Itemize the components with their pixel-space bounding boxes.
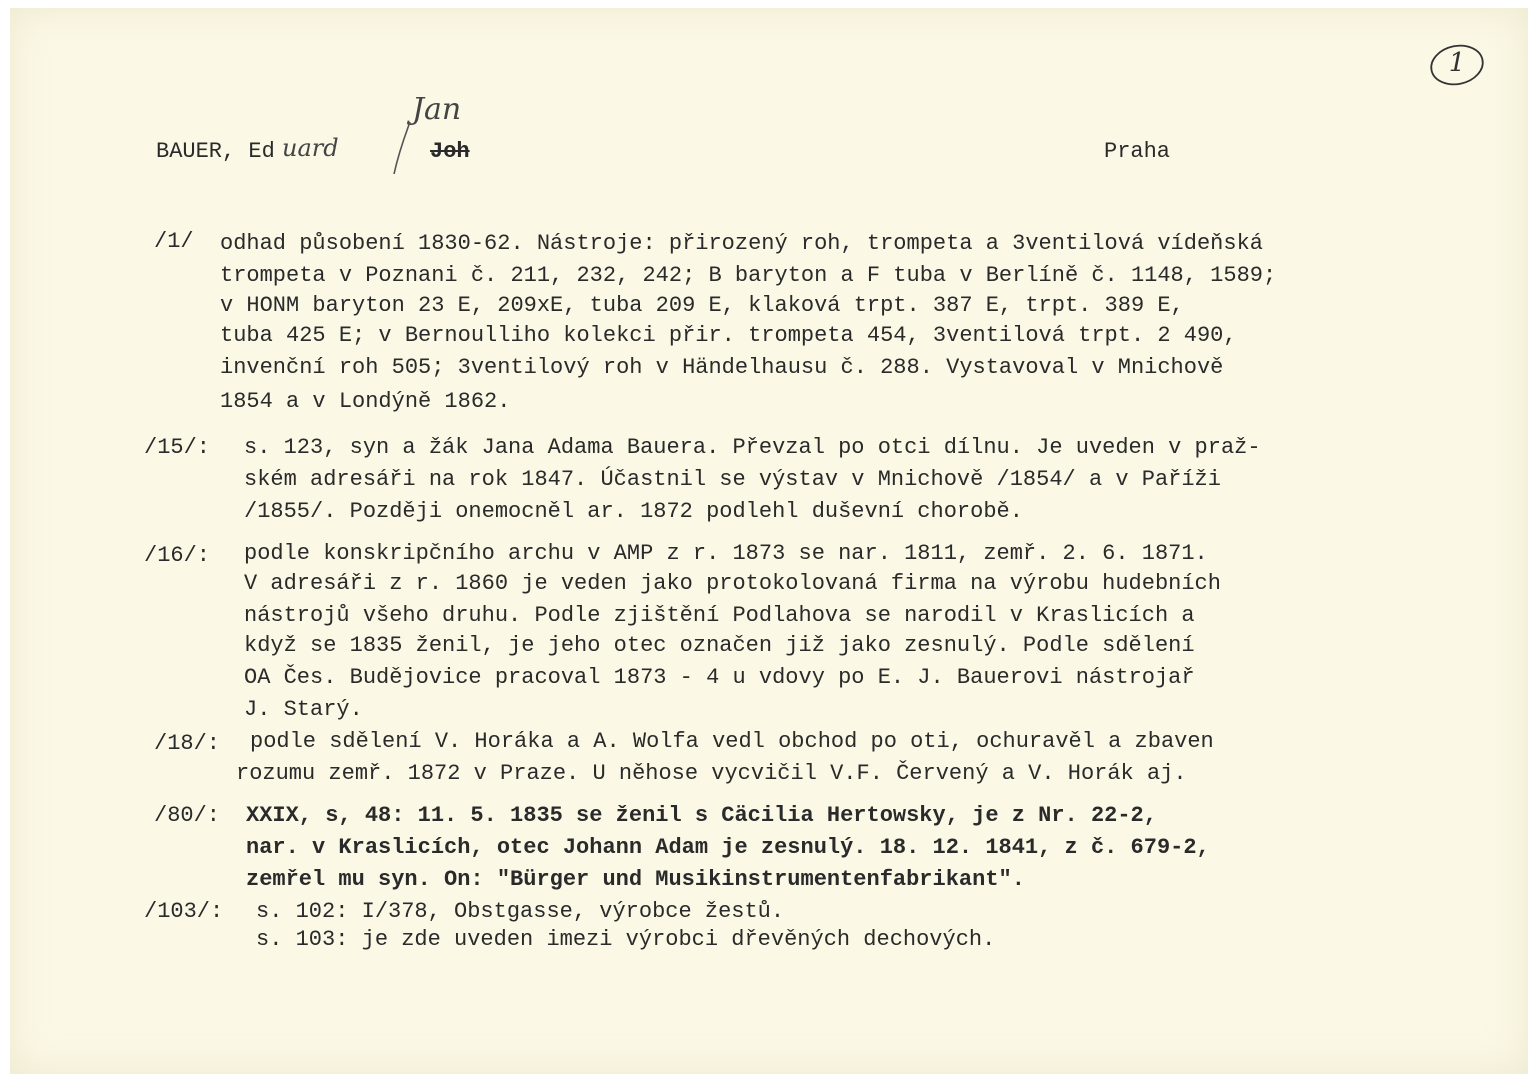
entry-line: podle sdělení V. Horáka a A. Wolfa vedl obchod po oti, ochuravěl a zbaven — [250, 729, 1214, 754]
entry-line: tuba 425 E; v Bernoulliho kolekci přir. trompeta 454, 3ventilová trpt. 2 490, — [220, 323, 1237, 348]
entry-tag: /15/: — [144, 435, 211, 460]
entry-tag: /103/: — [144, 899, 224, 924]
entry-line: nástrojů všeho druhu. Podle zjištění Podlahova se narodil v Kraslicích a — [244, 603, 1195, 628]
entry-line: trompeta v Poznani č. 211, 232, 242; B baryton a F tuba v Berlíně č. 1148, 1589; — [220, 263, 1277, 288]
entry-line: když se 1835 ženil, je jeho otec označen již jako zesnulý. Podle sdělení — [244, 633, 1195, 658]
entry-line: podle konskripčního archu v AMP z r. 1873 se nar. 1811, zemř. 2. 6. 1871. — [244, 541, 1208, 566]
handwritten-stroke — [388, 118, 418, 178]
card-number — [1428, 42, 1486, 88]
entry-line: XXIX, s, 48: 11. 5. 1835 se ženil s Cäcilia Hertowsky, je z Nr. 22-2, — [246, 803, 1157, 828]
entry-line: J. Starý. — [244, 697, 363, 722]
entry-tag: /18/: — [154, 731, 221, 756]
entry-line: zemřel mu syn. On: "Bürger und Musikinstrumentenfabrikant". — [246, 867, 1025, 892]
card-number-text: 1 — [1448, 48, 1466, 78]
name-typed: BAUER, Ed — [156, 139, 275, 164]
entry-line: V adresáři z r. 1860 je veden jako protokolovaná firma na výrobu hudebních — [244, 571, 1221, 596]
entry-line: s. 102: I/378, Obstgasse, výrobce žestů. — [256, 899, 785, 924]
entry-line: v HONM baryton 23 E, 209xE, tuba 209 E, klaková trpt. 387 E, trpt. 389 E, — [220, 293, 1184, 318]
entry-line: s. 123, syn a žák Jana Adama Bauera. Převzal po otci dílnu. Je uveden v praž- — [244, 435, 1261, 460]
place: Praha — [1104, 139, 1171, 164]
entry-line: ském adresáři na rok 1847. Účastnil se výstav v Mnichově /1854/ a v Paříži — [244, 467, 1221, 492]
entry-tag: /80/: — [154, 803, 221, 828]
entry-line: /1855/. Později onemocněl ar. 1872 podlehl duševní chorobě. — [244, 499, 1023, 524]
handwritten-first-name: Jan — [412, 92, 462, 127]
entry-line: odhad působení 1830-62. Nástroje: přirozený roh, trompeta a 3ventilová vídeňská — [220, 231, 1263, 256]
entry-line: s. 103: je zde uveden imezi výrobci dřevěných dechových. — [256, 927, 996, 952]
entry-tag: /1/ — [154, 229, 194, 254]
name-handwritten-suffix: uard — [282, 134, 339, 162]
entry-line: nar. v Kraslicích, otec Johann Adam je zesnulý. 18. 12. 1841, z č. 679-2, — [246, 835, 1210, 860]
struck-name: Joh — [430, 139, 470, 164]
entry-line: 1854 a v Londýně 1862. — [220, 389, 511, 414]
entry-line: rozumu zemř. 1872 v Praze. U něhose vycvičil V.F. Červený a V. Horák aj. — [236, 761, 1187, 786]
entry-tag: /16/: — [144, 543, 211, 568]
entry-line: OA Čes. Budějovice pracoval 1873 - 4 u vdovy po E. J. Bauerovi nástrojař — [244, 665, 1195, 690]
entry-line: invenční roh 505; 3ventilový roh v Händelhausu č. 288. Vystavoval v Mnichově — [220, 355, 1224, 380]
